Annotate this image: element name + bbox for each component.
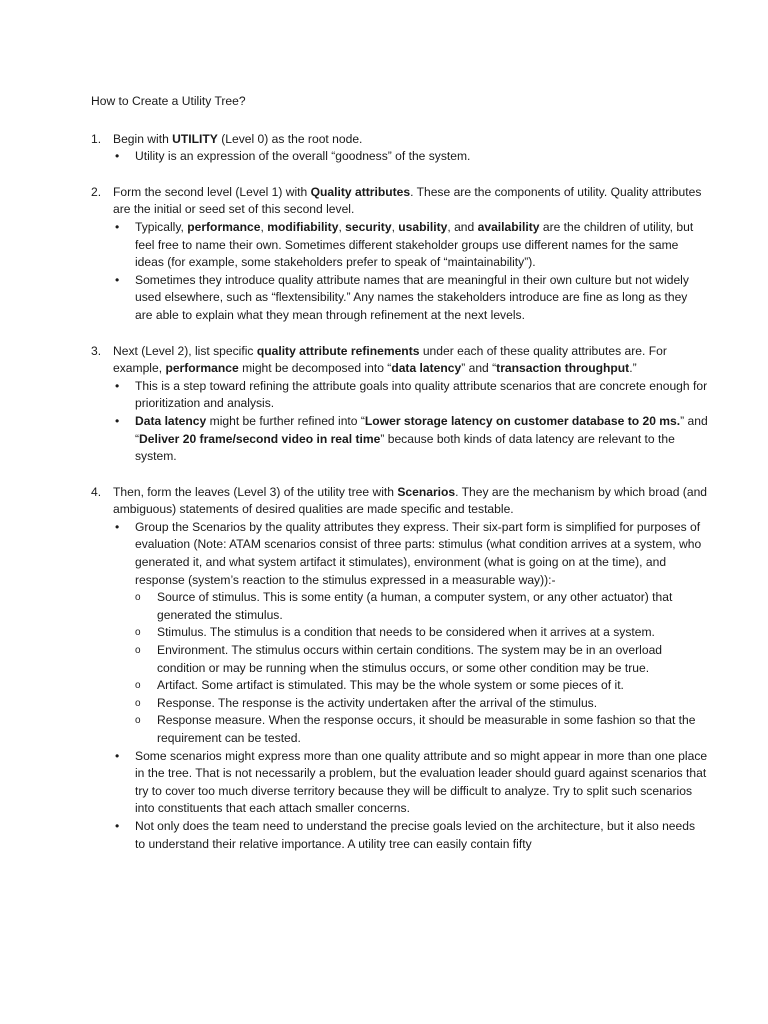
item-number: 3. [91,343,102,358]
bullet-text: This is a step toward refining the attribute goals into quality attribute scenarios that are concrete enough for prioritization and analysis. [135,378,708,411]
bold-term: quality attribute refinements [256,343,420,358]
bullet-item [113,272,708,325]
bullet-marker: • [115,272,120,287]
bold-term: usability [398,219,448,234]
bullet-text: Some scenarios might express more than one quality attribute and so might appear in more than one place in the tree. That is not necessarily a problem, but the evaluation leader should guard against scenarios that try to cover too much diverse territory because they will be difficult to analyze. Try to split such scenarios into constituents that each attach smaller concerns. [135,748,708,816]
bold-term: performance [165,361,239,376]
sub-bullet-text: Response. The response is the activity undertaken after the arrival of the stimulus. [157,695,598,710]
item-number: 2. [91,184,102,199]
list-item [91,343,708,466]
bold-term: Deliver 20 frame/second video in real time [139,431,381,446]
sub-bullet-item [135,642,708,677]
bullet-item [113,818,708,853]
bold-term: security [345,219,392,234]
bullet-text: Not only does the team need to understand the precise goals levied on the architecture, but it also needs to understand their relative importance. A utility tree can easily contain fifty [135,818,696,851]
bold-term: data latency [391,361,462,376]
bold-term: UTILITY [172,131,218,146]
bold-term: Scenarios [397,484,456,499]
sub-bullet-item [135,695,708,713]
list-item [91,484,708,853]
sub-bullet-marker: o [135,645,141,657]
bold-term: performance [187,219,261,234]
bold-term: modifiability [267,219,339,234]
item-text: Next (Level 2), list specific quality attribute refinements under each of these quality attributes are. For example, performance might be decomposed into “data latency” and “transaction throughput.” [113,343,667,376]
bold-term: Data latency [135,413,207,428]
bullet-item [113,148,708,166]
bullet-marker: • [115,818,120,833]
bullet-marker: • [115,219,120,234]
numbered-list [91,131,708,854]
bullet-marker: • [115,413,120,428]
item-number: 4. [91,484,102,499]
bold-term: Quality attributes [310,184,411,199]
list-item [91,184,708,325]
sub-bullet-marker: o [135,697,141,709]
bullet-text: Typically, performance, modifiability, security, usability, and availability are the children of utility, but feel free to name their own. Sometimes different stakeholder groups use different names for the same ideas (for example, some stakeholders prefer to speak of “maintainability”). [135,219,694,270]
sub-bullet-item [135,624,708,642]
bullet-marker: • [115,378,120,393]
bullet-item [113,519,708,748]
bullet-item [113,378,708,413]
bullet-marker: • [115,748,120,763]
item-text: Begin with UTILITY (Level 0) as the root node. [113,131,363,146]
sub-bullet-marker: o [135,715,141,727]
bold-term: Lower storage latency on customer database to 20 ms. [364,413,681,428]
sub-bullet-text: Response measure. When the response occurs, it should be measurable in some fashion so that the requirement can be tested. [157,713,696,745]
bullet-item [113,413,708,466]
sub-bullet-marker: o [135,680,141,692]
sub-bullet-text: Stimulus. The stimulus is a condition that needs to be considered when it arrives at a system. [157,625,655,640]
sub-bullet-text: Source of stimulus. This is some entity (a human, a computer system, or any other actuator) that generated the stimulus. [157,590,673,622]
bullet-item [113,219,708,272]
document-title: How to Create a Utility Tree? [91,94,246,108]
bold-term: availability [477,219,540,234]
bullet-text: Sometimes they introduce quality attribute names that are meaningful in their own culture but not widely used elsewhere, such as “flextensibility.” Any names the stakeholders introduce are fine as long as they are able to explain what they mean through refinement at the next levels. [135,272,689,322]
sub-bullet-item [135,589,708,624]
sub-bullet-item [135,677,708,695]
item-number: 1. [91,131,102,146]
list-item [91,131,708,166]
bold-term: transaction throughput [496,361,630,376]
item-text: Form the second level (Level 1) with Quality attributes. These are the components of utility. Quality attributes are the initial or seed set of this second level. [113,184,702,217]
sub-bullet-text: Artifact. Some artifact is stimulated. This may be the whole system or some pieces of it. [157,678,624,693]
bullet-text: Utility is an expression of the overall “goodness” of the system. [135,149,471,164]
bullet-marker: • [115,149,120,164]
bullet-text: Data latency might be further refined into “Lower storage latency on customer database to 20 ms.” and “Deliver 20 frame/second video in real time” because both kinds of data latency are relevant to the system. [135,413,708,464]
item-text: Then, form the leaves (Level 3) of the utility tree with Scenarios. They are the mechanism by which broad (and ambiguous) statements of desired qualities are made specific and testable. [113,484,708,517]
sub-bullet-text: Environment. The stimulus occurs within certain conditions. The system may be in an overload condition or may be running when the stimulus occurs, or some other condition may be true. [157,643,663,675]
sub-bullet-marker: o [135,627,141,639]
bullet-marker: • [115,519,120,534]
bullet-text: Group the Scenarios by the quality attributes they express. Their six-part form is simplified for purposes of evaluation (Note: ATAM scenarios consist of three parts: stimulus (what condition arrives at a system, who generated it, and what system artifact it stimulates), environment (what is going on at the time), and response (system’s reaction to the stimulus expressed in a measurable way)):- [135,519,702,587]
sub-bullet-item [135,712,708,747]
bullet-item [113,748,708,818]
sub-bullet-marker: o [135,592,141,604]
